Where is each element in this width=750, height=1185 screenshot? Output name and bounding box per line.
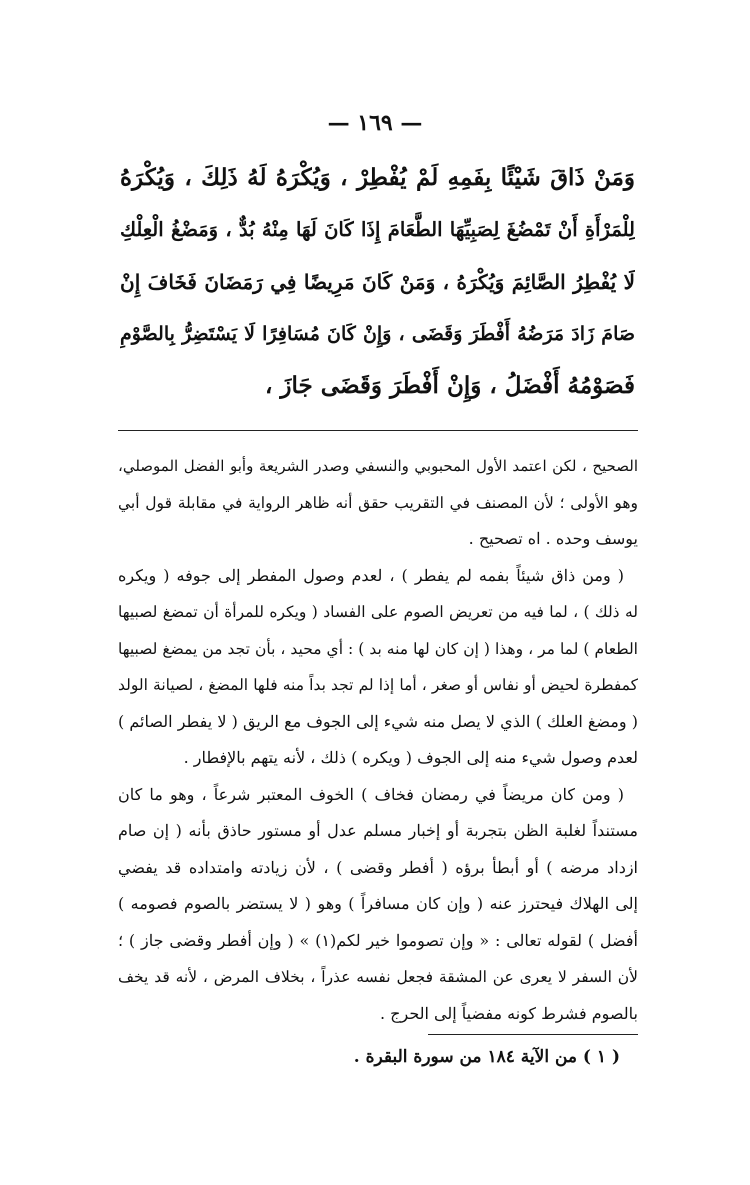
main-text-line: فَصَوْمُهُ أَفْضَلُ ، وَإِنْ أَفْطَرَ وَقَضَى جَازَ ، [265,372,635,399]
commentary [118,448,638,1032]
main-text-line: لِلْمَرْأَةِ أَنْ تَمْضُغَ لِصَبِيِّهَا الطَّعَامَ إِذَا كَانَ لَهَا مِنْهُ بُدٌّ ، وَمَضْغُ الْعِلْكِ [120,218,635,241]
commentary-line: ( ومن ذاق شيئاً بفمه لم يفطر ) ، لعدم وصول المفطر إلى جوفه ( ويكره [118,565,624,585]
main-text [120,152,635,412]
commentary-line: لعدم وصول شيء منه إلى الجوف ( ويكره ) ذلك ، لأنه يتهم بالإفطار . [183,748,638,767]
commentary-line: ازداد مرضه ) أو أبطأ برؤه ( أفطر وقضى ) ، لأن زيادته وامتداده قد يفضي [118,857,638,877]
footnote-separator [428,1034,638,1035]
commentary-line: كمفطرة لحيض أو نفاس أو صغر ، أما إذا لم تجد بداً منه فلها المضغ ، لصيانة الولد [118,676,638,694]
footnote: ( ١ ) من الآية ١٨٤ من سورة البقرة . [353,1047,620,1067]
commentary-line: ( ومضغ العلك ) الذي لا يصل منه شيء إلى الجوف مع الريق ( لا يفطر الصائم ) [118,711,638,731]
commentary-line: لأن السفر لا يعرى عن المشقة فجعل نفسه عذراً ، بخلاف المرض ، لأنه قد يخف [118,968,638,986]
separator-rule [118,430,638,431]
commentary-line: بالصوم فشرط كونه مفضياً إلى الحرج . [379,1003,638,1023]
page-number: — ١٦٩ — [327,110,423,136]
commentary-line: إلى الهلاك فيحترز عنه ( وإن كان مسافراً ) وهو ( لا يستضر بالصوم فصومه ) [118,894,638,913]
commentary-line: ( ومن كان مريضاً في رمضان فخاف ) الخوف المعتبر شرعاً ، وهو ما كان [118,784,624,804]
main-text-line: وَمَنْ ذَاقَ شَيْئًا بِفَمِهِ لَمْ يُفْطِرْ ، وَيُكْرَهُ لَهُ ذَلِكَ ، وَيُكْرَهُ [120,164,635,191]
commentary-line: مستنداً لغلبة الظن بتجربة أو إخبار مسلم عدل أو مستور حاذق بأنه ( إن صام [118,821,638,840]
commentary-line: له ذلك ) ، لما فيه من تعريض الصوم على الفساد ( ويكره للمرأة أن تمضغ لصبيها [118,603,638,621]
main-text-line: لَا يُفْطِرُ الصَّائِمَ وَيُكْرَهُ ، وَمَنْ كَانَ مَرِيضًا فِي رَمَضَانَ فَخَافَ إِنْ [120,270,635,294]
commentary-line: الصحيح ، لكن اعتمد الأول المحبوبي والنسفي وصدر الشريعة وأبو الفضل الموصلي، [118,457,638,475]
commentary-line: يوسف وحده . اه تصحيح . [468,529,638,548]
commentary-line: أفضل ) لقوله تعالى : « وإن تصوموا خير لكم(١) » ( وإن أفطر وقضى جاز ) ؛ [118,930,638,950]
commentary-line: الطعام ) لما مر ، وهذا ( إن كان لها منه بد ) : أي محيد ، بأن تجد من يمضغ لصبيها [118,639,638,658]
commentary-line: وهو الأولى ؛ لأن المصنف في التقريب حقق أنه ظاهر الرواية في مقابلة قول أبي [118,493,638,512]
main-text-line: صَامَ زَادَ مَرَضُهُ أَفْطَرَ وَقَضَى ، وَإِنْ كَانَ مُسَافِرًا لَا يَسْتَضِرُّ بِالصَّوْمِ [120,323,635,345]
